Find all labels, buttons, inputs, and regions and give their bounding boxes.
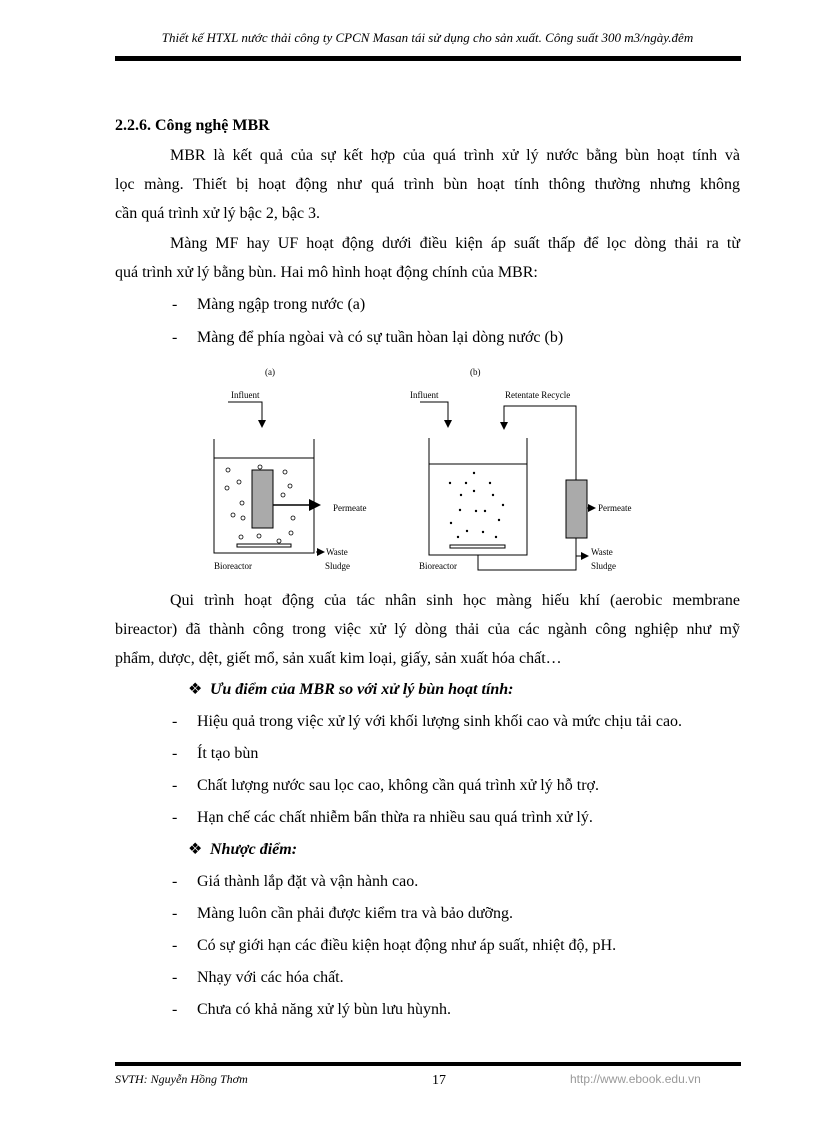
footer-rule bbox=[115, 1062, 741, 1066]
list-item: Màng để phía ngòai và có sự tuần hòan lại dòng nước (b) bbox=[197, 329, 564, 346]
bioreactor-label: Bioreactor bbox=[419, 561, 457, 571]
list-item: Có sự giới hạn các điều kiện hoạt động như áp suất, nhiệt độ, pH. bbox=[197, 937, 617, 954]
dash: - bbox=[172, 296, 178, 313]
sludge-label: Sludge bbox=[591, 561, 617, 571]
dash: - bbox=[172, 873, 178, 890]
dash: - bbox=[172, 1001, 178, 1018]
list-item: Hiệu quả trong việc xử lý với khối lượng sinh khối cao và mức chịu tải cao. bbox=[197, 713, 683, 730]
footer-url[interactable]: http://www.ebook.edu.vn bbox=[570, 1072, 701, 1086]
permeate-label: Permeate bbox=[333, 503, 367, 513]
label-b: (b) bbox=[470, 367, 481, 377]
influent-label: Influent bbox=[410, 390, 439, 400]
paragraph-line: Qui trình hoạt động của tác nhân sinh học màng hiếu khí (aerobic membrane bbox=[170, 592, 740, 609]
running-header: Thiết kế HTXL nước thải công ty CPCN Masan tái sử dụng cho sản xuất. Công suất 300 m3/ngày.đêm bbox=[161, 30, 694, 45]
waste-label: Waste bbox=[326, 547, 348, 557]
paragraph-line: phẩm, dược, dệt, giết mổ, sản xuất kim loại, giấy, sản xuất hóa chất… bbox=[115, 650, 562, 667]
list-item: Màng luôn cần phải được kiểm tra và bảo dưỡng. bbox=[197, 905, 513, 922]
diamond-bullet-icon: ❖ bbox=[188, 681, 203, 698]
paragraph-line: MBR là kết quả của sự kết hợp của quá trình xử lý nước bằng bùn hoạt tính và bbox=[170, 147, 740, 164]
paragraph-line: Màng MF hay UF hoạt động dưới điều kiện áp suất thấp để lọc dòng thải ra từ bbox=[170, 235, 740, 252]
paragraph-line: bireactor) đã thành công trong việc xử lý dòng thải của các ngành công nghiệp như mỹ bbox=[115, 621, 740, 638]
list-item: Nhạy với các hóa chất. bbox=[197, 969, 344, 986]
dash: - bbox=[172, 809, 178, 826]
influent-label: Influent bbox=[231, 390, 260, 400]
dash: - bbox=[172, 905, 178, 922]
retentate-recycle-label: Retentate Recycle bbox=[505, 390, 571, 400]
label-a: (a) bbox=[265, 367, 275, 377]
paragraph-line: cần quá trình xử lý bậc 2, bậc 3. bbox=[115, 205, 321, 222]
page-number: 17 bbox=[432, 1073, 446, 1088]
advantages-title: Ưu điểm của MBR so với xử lý bùn hoạt tính: bbox=[210, 681, 514, 698]
dash: - bbox=[172, 937, 178, 954]
dash: - bbox=[172, 329, 178, 346]
list-item: Chất lượng nước sau lọc cao, không cần quá trình xử lý hỗ trợ. bbox=[197, 777, 599, 794]
paragraph-line: quá trình xử lý bằng bùn. Hai mô hình hoạt động chính của MBR: bbox=[115, 264, 538, 281]
bioreactor-label: Bioreactor bbox=[214, 561, 252, 571]
waste-label: Waste bbox=[591, 547, 613, 557]
dash: - bbox=[172, 745, 178, 762]
disadvantages-title: Nhược điểm: bbox=[210, 841, 298, 858]
dash: - bbox=[172, 969, 178, 986]
diamond-bullet-icon: ❖ bbox=[188, 841, 203, 858]
permeate-label: Permeate bbox=[598, 503, 632, 513]
section-heading: 2.2.6. Công nghệ MBR bbox=[115, 117, 270, 134]
footer-author: SVTH: Nguyễn Hồng Thơm bbox=[115, 1072, 248, 1086]
dash: - bbox=[172, 777, 178, 794]
list-item: Ít tạo bùn bbox=[197, 745, 259, 762]
sludge-label: Sludge bbox=[325, 561, 351, 571]
list-item: Màng ngập trong nước (a) bbox=[197, 296, 366, 313]
paragraph-line: lọc màng. Thiết bị hoạt động như quá trình bùn hoạt tính thông thường nhưng không bbox=[115, 176, 740, 193]
list-item: Giá thành lắp đặt và vận hành cao. bbox=[197, 873, 419, 890]
list-item: Chưa có khả năng xử lý bùn lưu hùynh. bbox=[197, 1001, 451, 1018]
list-item: Hạn chế các chất nhiễm bẩn thừa ra nhiều sau quá trình xử lý. bbox=[197, 809, 593, 826]
dash: - bbox=[172, 713, 178, 730]
